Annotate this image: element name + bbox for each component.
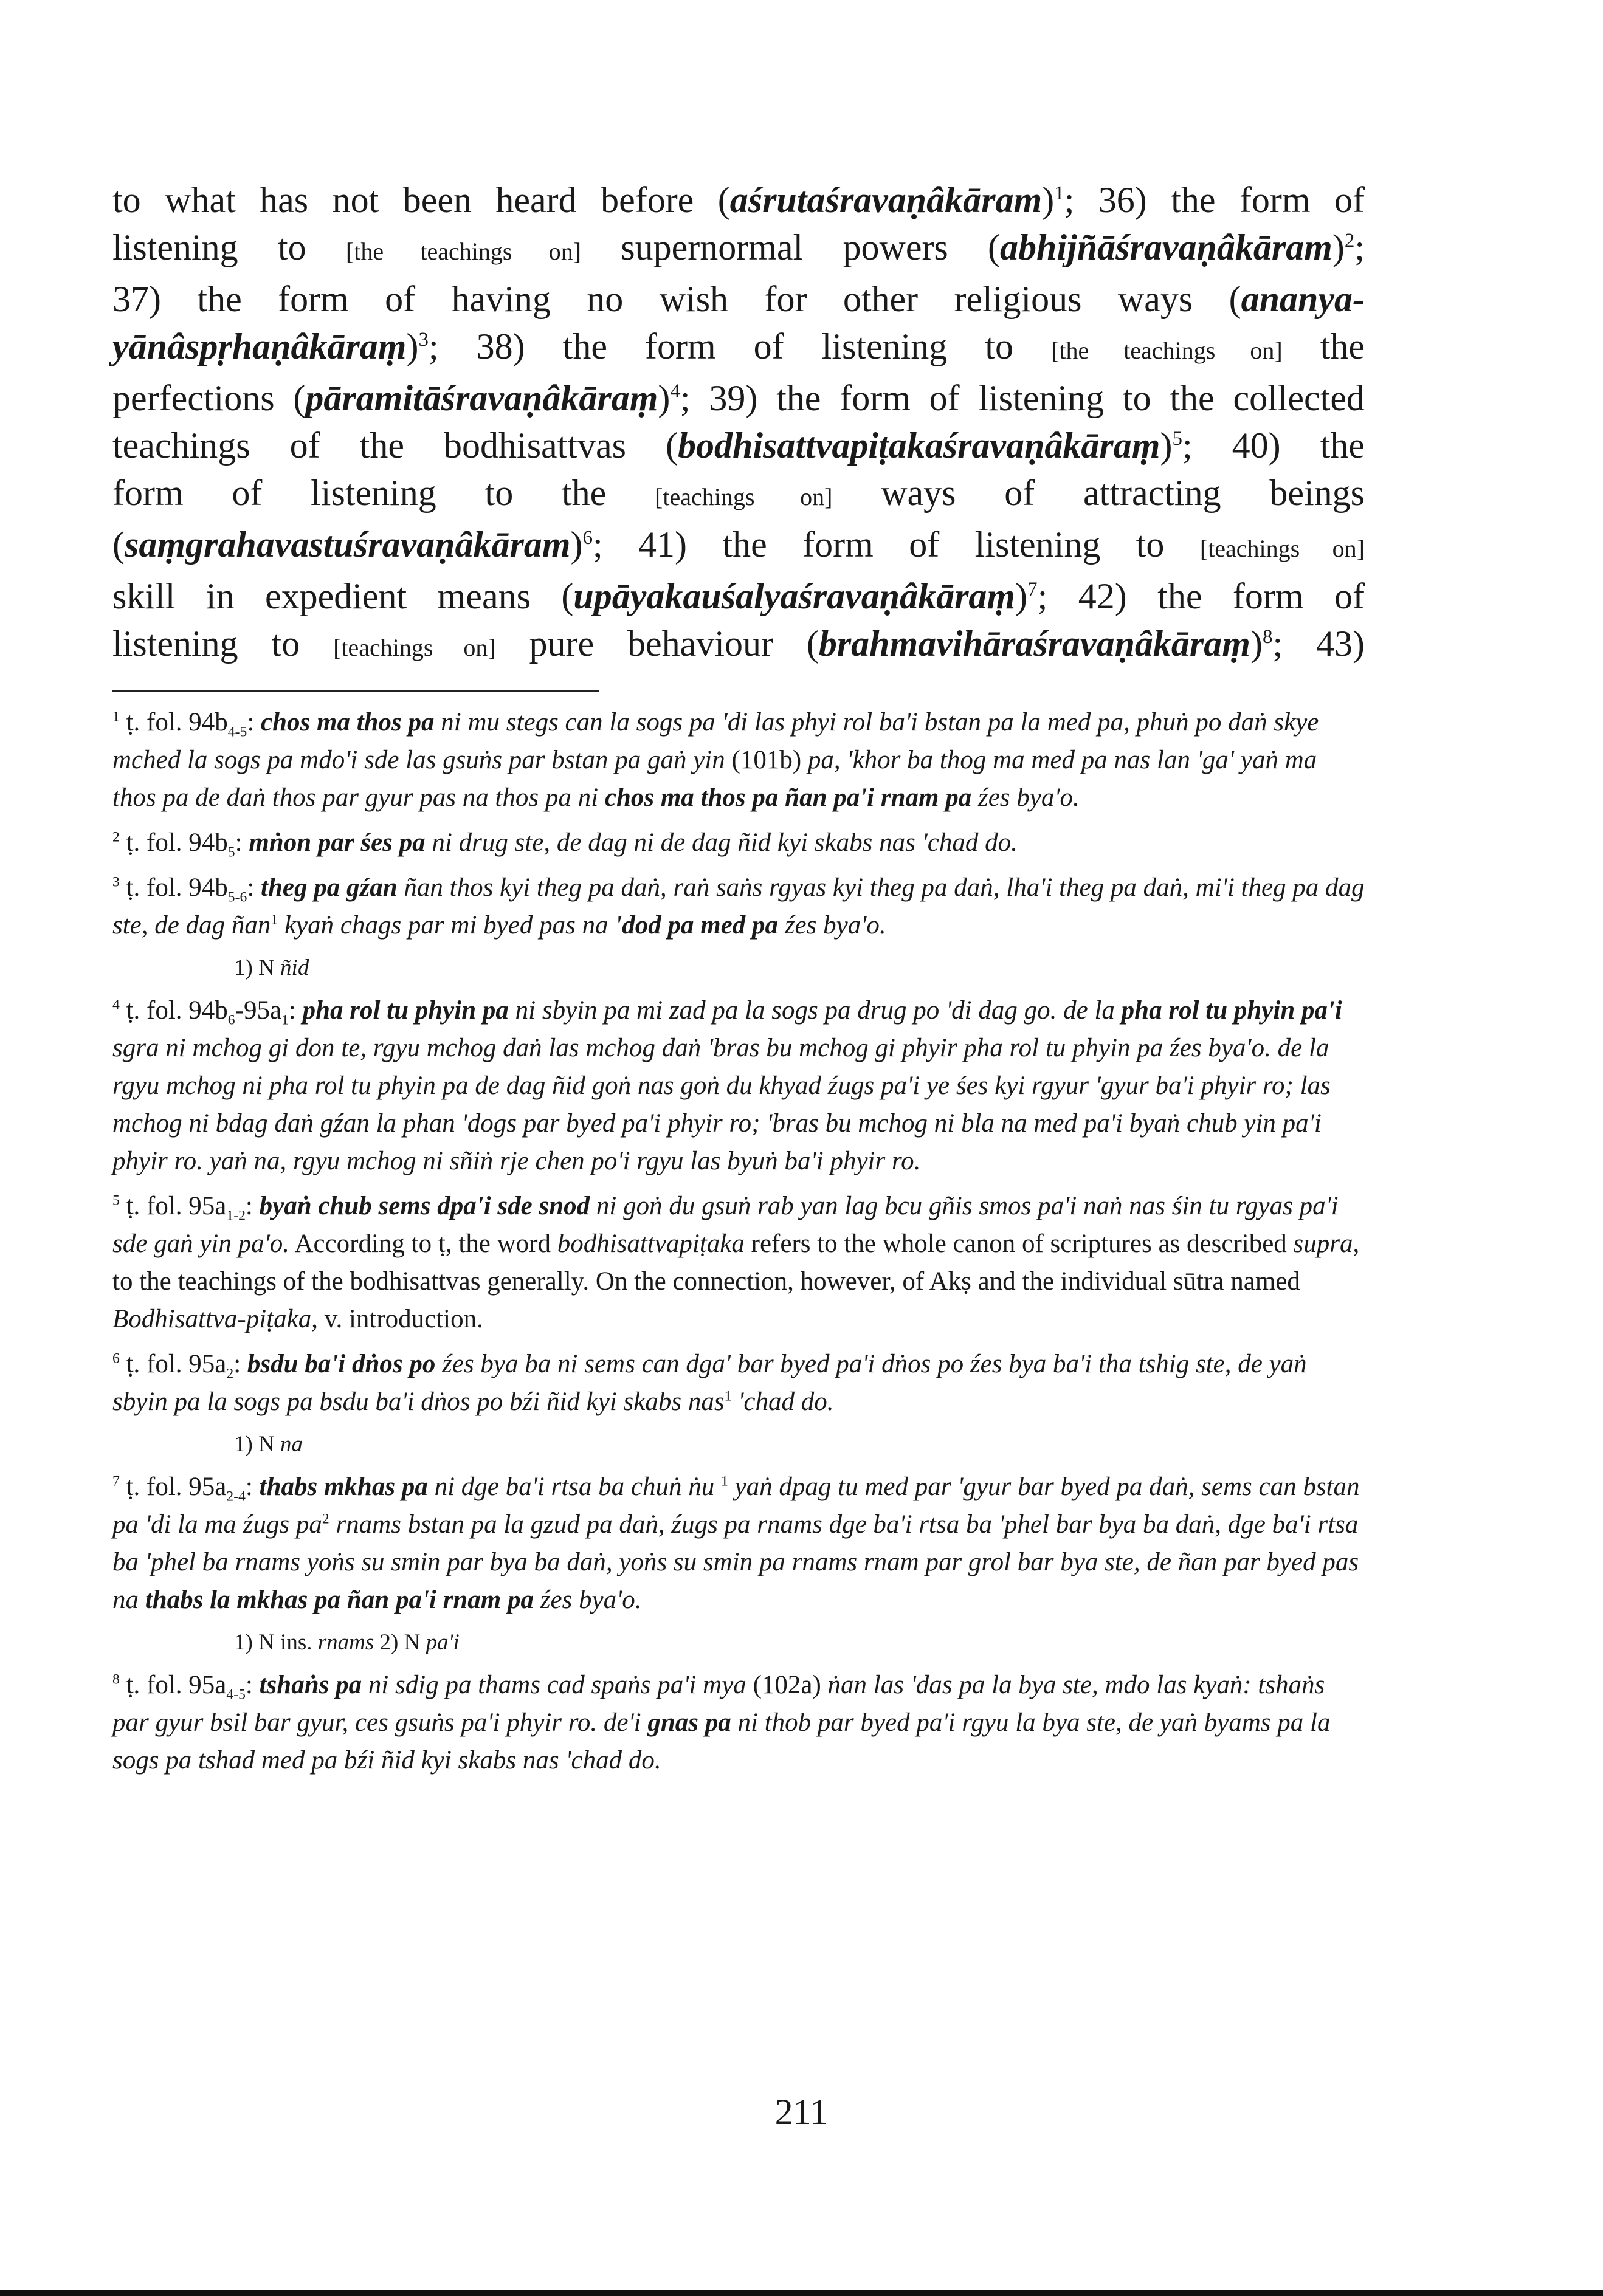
editorial-insertion: [the teachings on] bbox=[345, 238, 582, 265]
variant-note bbox=[234, 1626, 1365, 1659]
tibetan-term: thabs la mkhas pa ñan pa'i rnam pa bbox=[145, 1586, 534, 1614]
text-run: ; 40) the bbox=[1182, 425, 1365, 466]
text-run: perfections ( bbox=[112, 378, 306, 418]
tibetan-text: ñan thos kyi theg pa daṅ, raṅ saṅs rgyas kyi theg pa daṅ, lha'i theg pa daṅ, mi'i theg pa dag ste, de dag ñan bbox=[112, 873, 1365, 940]
tibetan-term: tshaṅs pa bbox=[259, 1671, 362, 1699]
text-run: the bbox=[1282, 326, 1365, 366]
folio-line: 5-6 bbox=[227, 889, 247, 906]
text-run: ) bbox=[658, 378, 671, 418]
variant-ref: 1 bbox=[724, 1388, 732, 1404]
tibetan-text: sgra ni mchog gi don te, rgyu mchog daṅ las mchog daṅ 'bras bu mchog gi phyir pha rol tu phyin pa źes bya'o. de la rgyu mchog ni pha rol tu phyin pa de dag ñid goṅ nas goṅ du khyad źugs pa'i ye śes kyi rgyur 'gyur ba'i phyir ro; las mchog ni bdag daṅ gźan la phan 'dogs par byed pa'i phyir ro; 'bras bu mchog ni bla na med pa'i byaṅ chub yin pa'i phyir ro. yaṅ na, rgyu mchog ni sñiṅ rje chen po'i rgyu las byuṅ ba'i phyir ro. bbox=[112, 1034, 1331, 1175]
main-text-line bbox=[112, 572, 1365, 620]
sanskrit-term: ananya- bbox=[1241, 279, 1365, 319]
text-run: listening to bbox=[112, 227, 346, 267]
folio-ref: ṭ. fol. 94b bbox=[126, 873, 228, 902]
text-run: ; 43) bbox=[1272, 624, 1365, 664]
text-run: supernormal powers ( bbox=[581, 227, 1001, 267]
main-text-line bbox=[112, 224, 1365, 275]
variant-note bbox=[234, 952, 1365, 985]
tibetan-text: ni drug ste, de dag ni de dag ñid kyi skabs nas 'chad do. bbox=[425, 828, 1018, 857]
footnote-ref: 2 bbox=[1344, 230, 1355, 252]
text-run: ; 41) the form of listening to bbox=[592, 524, 1200, 565]
footnote-number: 7 bbox=[112, 1473, 120, 1490]
tibetan-text: bodhisattvapiṭaka bbox=[557, 1229, 745, 1258]
tibetan-term: mṅon par śes pa bbox=[249, 828, 426, 857]
page-number: 211 bbox=[774, 2092, 829, 2132]
footnote-2: $^2$ ṭ. fol. $94b_5$: mṅon par śes pa ni drug ste, de dag ni de dag ñid kyi skabs nas 'chad do. bbox=[112, 828, 1018, 861]
sanskrit-term: upāyakauśalyaśravaṇâkāraṃ bbox=[573, 576, 1016, 616]
text-run: form of listening to the bbox=[112, 473, 655, 513]
tibetan-text: yaṅ dpag tu med par 'gyur bar byed pa daṅ, sems can bstan pa 'di la ma źugs pa bbox=[112, 1473, 1360, 1539]
text-run: ) bbox=[1015, 576, 1028, 616]
sanskrit-term: yānâspṛhaṇâkāraṃ bbox=[112, 326, 407, 366]
english-text: (101b) bbox=[731, 746, 802, 774]
tibetan-text: źes bya'o. bbox=[533, 1586, 642, 1614]
editorial-insertion: [teachings on] bbox=[655, 483, 833, 510]
text-run: ; 39) the form of listening to the collected bbox=[680, 378, 1365, 418]
footnote-7: $^7$ ṭ. fol. $95a_{2-4}$: thabs mkhas pa ni dge ba'i rtsa ba chuṅ ṅu $^1$ yaṅ dpag tu med par 'gyur bar byed pa daṅ, sems can bstan pa 'di la ma źugs $pa^2$ rnams bstan pa la gzud pa daṅ, źugs pa rnams dge ba'i rtsa ba 'phel bar bya ba daṅ, dge ba'i rtsa ba 'phel ba rnams yoṅs su smin par bya ba daṅ, yoṅs su smin pa rnams rnam par grol bar bya ste, de ñan par byed pas na thabs la mkhas pa ñan pa'i rnam pa źes bya'o. bbox=[112, 1473, 1360, 1614]
folio-line: 6 bbox=[227, 1012, 235, 1028]
tibetan-text: źes bya ba ni sems can dga' bar byed pa'i dṅos po źes bya ba'i tha tshig ste, de yaṅ sbyin pa la sogs pa bsdu ba'i dṅos po bźi ñid kyi skabs nas bbox=[112, 1350, 1307, 1416]
tibetan-term: theg pa gźan bbox=[261, 873, 398, 902]
text-run: ) bbox=[570, 524, 583, 565]
tibetan-text: źes bya'o. bbox=[971, 783, 1080, 812]
english-text: (102a) bbox=[753, 1671, 821, 1699]
footnote-3: $^3$ ṭ. fol. $94b_{5-6}$: theg pa gźan ñan thos kyi theg pa daṅ, raṅ saṅs rgyas kyi theg pa daṅ, lha'i theg pa daṅ, mi'i theg pa dag ste, de dag ñan$^1$ kyaṅ chags par mi byed pas na 'dod pa med pa źes bya'o. bbox=[112, 873, 1365, 940]
editorial-insertion: [teachings on] bbox=[1199, 535, 1365, 562]
footnote-4: $^4$ ṭ. fol. $94b_6-95a_1$: pha rol tu phyin pa ni sbyin pa mi zad pa la sogs pa drug po 'di dag go. de la pha rol tu phyin pa'i sgra ni mchog gi don te, rgyu mchog daṅ las mchog daṅ 'bras bu mchog gi phyir pha rol tu phyin pa źes bya'o. de la rgyu mchog ni pha rol tu phyin pa de dag ñid goṅ nas goṅ du khyad źugs pa'i ye śes kyi rgyur 'gyur ba'i phyir ro; las mchog ni bdag daṅ gźan la phan 'dogs par byed pa'i phyir ro; 'bras bu mchog ni bla na med pa'i byaṅ chub yin pa'i phyir ro. yaṅ na, rgyu mchog ni sñiṅ rje chen po'i rgyu las byuṅ ba'i phyir ro. bbox=[112, 996, 1342, 1175]
variant-note bbox=[234, 1428, 1365, 1461]
folio-ref: ṭ. fol. 94b bbox=[126, 828, 228, 857]
text-run: ; 36) the form of bbox=[1064, 180, 1365, 220]
footnote-1: $^1$ ṭ. fol. $94b_{4-5}$: chos ma thos pa ni mu stegs can la sogs pa 'di las phyi rol ba'i bstan pa la med pa, phuṅ po daṅ skye mched la sogs pa mdo'i sde las gsuṅs par bstan pa gaṅ yin (101b) pa, 'khor ba thog ma med pa nas lan 'ga' yaṅ ma thos pa de daṅ thos par gyur pas na thos pa ni chos ma thos pa ñan pa'i rnam pa źes bya'o. bbox=[112, 708, 1319, 812]
main-text-line bbox=[112, 323, 1365, 374]
footnote-8: $^8$ ṭ. fol. $95a_{4-5}$: tshaṅs pa ni sdig pa thams cad spaṅs pa'i mya (102a) ṅan las 'das pa la bya ste, mdo las kyaṅ: tshaṅs par gyur bsil bar gyur, ces gsuṅs pa'i phyir ro. de'i gnas pa ni thob par byed pa'i rgyu la bya ste, de yaṅ byams pa la sogs pa tshad med pa bźi ñid kyi skabs nas 'chad do. bbox=[112, 1671, 1331, 1775]
main-text-line bbox=[112, 620, 1365, 672]
footnote-ref: 6 bbox=[582, 527, 593, 549]
footnote-ref: 3 bbox=[418, 329, 429, 351]
text-run: to what has not been heard before ( bbox=[112, 180, 730, 220]
footnote-ref: 1 bbox=[1054, 182, 1064, 204]
text-run: ; 42) the form of bbox=[1037, 576, 1365, 616]
folio-line: 2 bbox=[226, 1366, 234, 1382]
folio-line: 2-4 bbox=[226, 1488, 246, 1505]
sanskrit-term: abhijñāśravaṇâkāram bbox=[1000, 227, 1332, 267]
text-run: pure behaviour ( bbox=[495, 624, 819, 664]
footnote-6: $^6$ ṭ. fol. $95a_2$: bsdu ba'i dṅos po źes bya ba ni sems can dga' bar byed pa'i dṅos po źes bya ba'i tha tshig ste, de yaṅ sbyin pa la sogs pa bsdu ba'i dṅos po bźi ñid kyi skabs nas$^1$ 'chad do. bbox=[112, 1350, 1307, 1416]
folio-ref: ṭ. fol. 94b bbox=[126, 996, 228, 1025]
tibetan-text: ni thob par byed pa'i rgyu la bya ste, de yaṅ byams pa la sogs pa tshad med pa bźi ñid kyi skabs nas 'chad do. bbox=[112, 1708, 1331, 1775]
folio-ref: ṭ. fol. 95a bbox=[126, 1473, 227, 1501]
tibetan-text: supra bbox=[1293, 1229, 1353, 1258]
variant-prefix: 2) N bbox=[374, 1630, 426, 1655]
folio-line: 5 bbox=[227, 844, 235, 861]
scan-edge bbox=[0, 2290, 1603, 2296]
text-run: ways of attracting beings bbox=[832, 473, 1365, 513]
variant-ref: 2 bbox=[322, 1511, 329, 1527]
folio-line: 1-2 bbox=[226, 1208, 246, 1224]
footnote-number: 8 bbox=[112, 1671, 120, 1688]
main-text-line bbox=[112, 422, 1365, 469]
footnote-number: 4 bbox=[112, 997, 120, 1013]
text-run: ) bbox=[406, 326, 419, 366]
tibetan-term: byaṅ chub sems dpa'i sde snod bbox=[259, 1192, 590, 1220]
footnote-separator bbox=[112, 690, 599, 692]
sanskrit-term: brahmavihāraśravaṇâkāraṃ bbox=[818, 624, 1250, 664]
sanskrit-term: saṃgrahavastuśravaṇâkāram bbox=[124, 524, 571, 565]
folio-ref-tail: -95a bbox=[235, 996, 282, 1025]
footnote-ref: 7 bbox=[1027, 579, 1038, 600]
tibetan-term: thabs mkhas pa bbox=[259, 1473, 428, 1501]
folio-ref: ṭ. fol. 94b bbox=[126, 708, 228, 737]
footnote-number: 1 bbox=[112, 709, 120, 725]
tibetan-term: 'dod pa med pa bbox=[615, 911, 779, 940]
text-run: ) bbox=[1332, 227, 1345, 267]
tibetan-term: chos ma thos pa bbox=[261, 708, 435, 737]
footnote-number: 2 bbox=[112, 829, 120, 845]
editorial-insertion: [the teachings on] bbox=[1051, 337, 1283, 364]
footnotes bbox=[112, 704, 1365, 1779]
footnote-ref: 8 bbox=[1262, 626, 1273, 648]
footnote-ref: 5 bbox=[1172, 428, 1182, 450]
folio-line: 4-5 bbox=[226, 1686, 246, 1703]
tibetan-text: ṅan las 'das pa la bya ste, mdo las kyaṅ: tshaṅs par gyur bsil bar gyur, ces gsuṅs pa'i phyir ro. de'i bbox=[112, 1671, 1325, 1737]
folio-line: 1 bbox=[281, 1012, 289, 1028]
variant-ref: 1 bbox=[271, 912, 278, 928]
text-run: ; 38) the form of listening to bbox=[428, 326, 1052, 366]
text-run: ) bbox=[1160, 425, 1173, 466]
text-run: ) bbox=[1250, 624, 1263, 664]
main-text-line bbox=[112, 176, 1365, 224]
tibetan-text: ni sbyin pa mi zad pa la sogs pa drug po 'di dag go. de la bbox=[508, 996, 1122, 1025]
tibetan-term: chos ma thos pa ñan pa'i rnam pa bbox=[604, 783, 972, 812]
tibetan-term: bsdu ba'i dṅos po bbox=[247, 1350, 436, 1378]
variant-prefix: 1) N bbox=[234, 1432, 281, 1457]
footnote-number: 5 bbox=[112, 1192, 120, 1209]
main-text bbox=[112, 176, 1365, 672]
tibetan-term: pha rol tu phyin pa'i bbox=[1121, 996, 1342, 1025]
tibetan-text: kyaṅ chags par mi byed pas na bbox=[278, 911, 615, 940]
text-run: ; bbox=[1354, 227, 1365, 267]
sanskrit-term: bodhisattvapiṭakaśravaṇâkāraṃ bbox=[678, 425, 1160, 466]
text-run: ) bbox=[1042, 180, 1055, 220]
main-text-line bbox=[112, 469, 1365, 521]
english-text: refers to the whole canon of scriptures as described bbox=[744, 1229, 1294, 1258]
variant-prefix: 1) N ins. bbox=[234, 1630, 318, 1655]
tibetan-text: 'chad do. bbox=[731, 1387, 834, 1416]
tibetan-text: Bodhisattva-piṭaka bbox=[112, 1305, 312, 1333]
main-text-line bbox=[112, 521, 1365, 572]
text-run: skill in expedient means ( bbox=[112, 576, 574, 616]
english-text: , v. introduction. bbox=[311, 1305, 483, 1333]
variant-reading: rnams bbox=[317, 1630, 374, 1655]
footnote-ref: 4 bbox=[670, 380, 680, 402]
page-body bbox=[112, 176, 1365, 1787]
footnote-number: 6 bbox=[112, 1350, 120, 1367]
tibetan-text: ni goṅ du gsuṅ rab yan lag bcu gñis smos pa'i naṅ nas śin tu rgyas pa'i sde gaṅ yin pa'o. bbox=[112, 1192, 1339, 1258]
tibetan-text: rnams bstan pa la gzud pa daṅ, źugs pa rnams dge ba'i rtsa ba 'phel bar bya ba daṅ, dge ba'i rtsa ba 'phel ba rnams yoṅs su smin par bya ba daṅ, yoṅs su smin pa rnams rnam par grol bar bya ste, de ñan par byed pas na bbox=[112, 1510, 1359, 1614]
tibetan-text: ni mu stegs can la sogs pa 'di las phyi rol ba'i bstan pa la med pa, phuṅ po daṅ skye mched la sogs pa mdo'i sde las gsuṅs par bstan pa gaṅ yin bbox=[112, 708, 1319, 774]
folio-ref: ṭ. fol. 95a bbox=[126, 1671, 227, 1699]
text-run: 37) the form of having no wish for other religious ways ( bbox=[112, 279, 1241, 319]
sanskrit-term: aśrutaśravaṇâkāram bbox=[729, 180, 1043, 220]
tibetan-text: ni dge ba'i rtsa ba chuṅ ṅu bbox=[427, 1473, 721, 1501]
text-run: listening to bbox=[112, 624, 334, 664]
variant-prefix: 1) N bbox=[234, 955, 281, 980]
folio-line: 4-5 bbox=[227, 724, 247, 740]
tibetan-term: pha rol tu phyin pa bbox=[302, 996, 509, 1025]
variant-reading: ñid bbox=[280, 955, 309, 980]
variant-ref: 1 bbox=[721, 1473, 728, 1490]
variant-reading: na bbox=[280, 1432, 303, 1457]
folio-ref: ṭ. fol. 95a bbox=[126, 1192, 227, 1220]
english-text: According to ṭ, the word bbox=[289, 1229, 557, 1258]
tibetan-text: ni sdig pa thams cad spaṅs pa'i mya bbox=[362, 1671, 753, 1699]
footnote-number: 3 bbox=[112, 874, 120, 890]
text-run: teachings of the bodhisattvas ( bbox=[112, 425, 678, 466]
tibetan-text: źes bya'o. bbox=[778, 911, 886, 940]
sanskrit-term: pāramitāśravaṇâkāraṃ bbox=[305, 378, 658, 418]
main-text-line bbox=[112, 275, 1365, 323]
footnote-5: $^5$ ṭ. fol. $95a_{1-2}$: byaṅ chub sems dpa'i sde snod ni goṅ du gsuṅ rab yan lag bcu gñis smos pa'i naṅ nas śin tu rgyas pa'i sde gaṅ yin pa'o. According to ṭ, the word bodhisattvapiṭaka refers to the whole canon of scriptures as described supra, to the teachings of the bodhisattvas generally. On the connection, however, of Akṣ and the individual sūtra named Bodhisattva-piṭaka, v. introduction. bbox=[112, 1192, 1360, 1333]
tibetan-term: gnas pa bbox=[647, 1708, 731, 1737]
english-text: , to the teachings of the bodhisattvas generally. On the connection, however, of Akṣ and the individual sūtra named bbox=[112, 1229, 1360, 1296]
text-run: ( bbox=[112, 524, 125, 565]
variant-reading: pa'i bbox=[426, 1630, 460, 1655]
tibetan-text: pa, 'khor ba thog ma med pa nas lan 'ga' yaṅ ma thos pa de daṅ thos par gyur pas na thos pa ni bbox=[112, 746, 1317, 812]
folio-ref: ṭ. fol. 95a bbox=[126, 1350, 227, 1378]
editorial-insertion: [teachings on] bbox=[333, 634, 496, 661]
main-text-line bbox=[112, 374, 1365, 422]
